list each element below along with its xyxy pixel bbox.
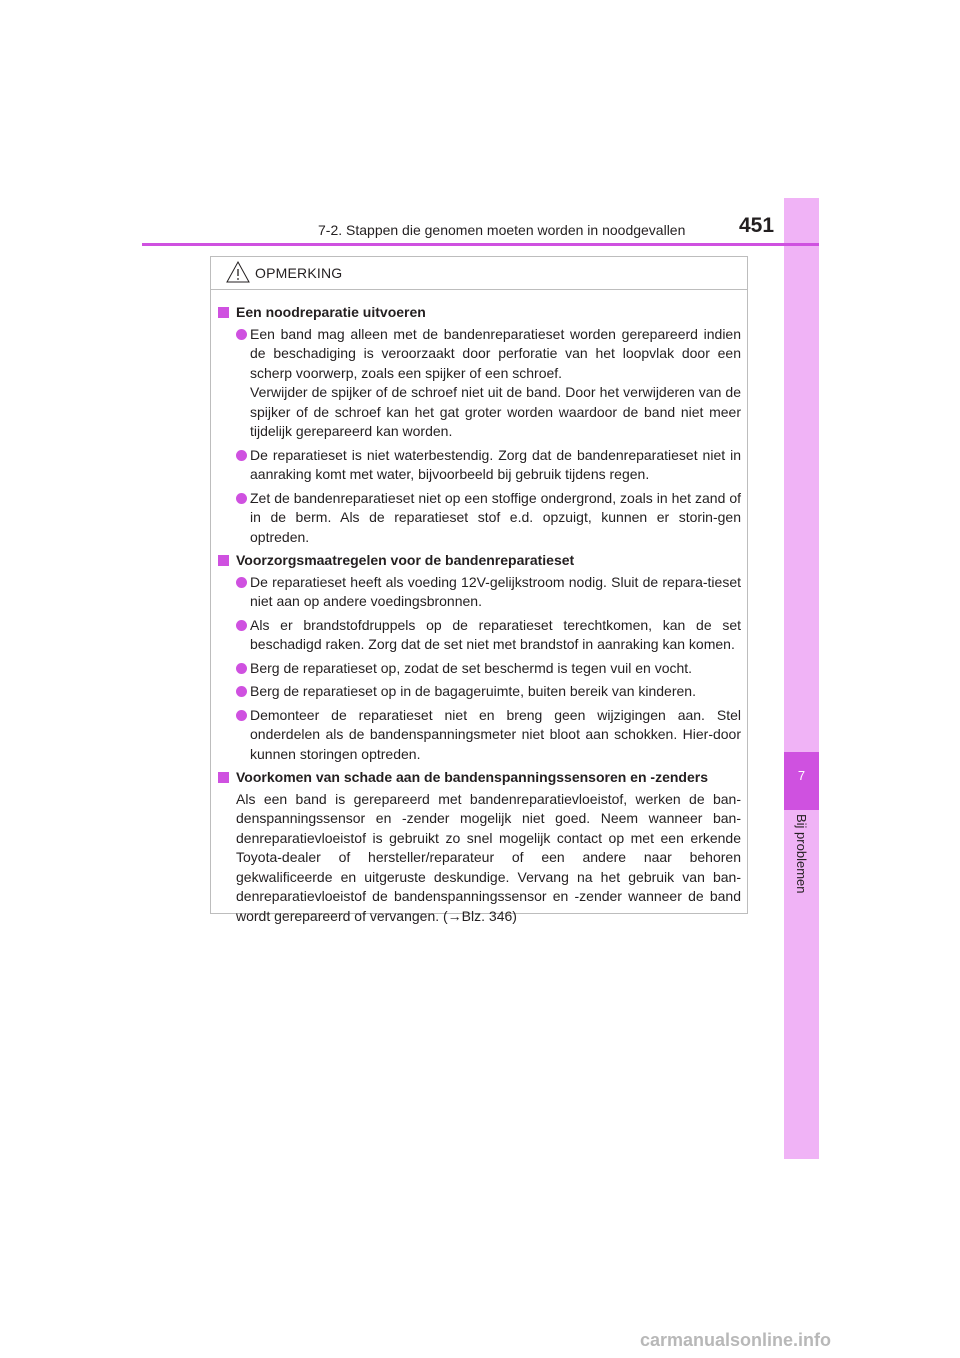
bullet-icon	[236, 450, 247, 461]
chapter-label: Bij problemen	[794, 814, 809, 894]
paragraph: Als er brandstofdruppels op de reparatieset terechtkomen, kan de set beschadigd raken. Zorg dat de set niet met brandstof in aanraking kan komen.	[250, 616, 741, 652]
section-title: Voorzorgsmaatregelen voor de bandenreparatieset	[236, 552, 575, 568]
list-item	[236, 573, 741, 612]
chapter-number: 7	[797, 768, 806, 783]
bullet-icon	[236, 493, 247, 504]
bullet-icon	[236, 329, 247, 340]
chapter-side-tab	[784, 198, 819, 1159]
notice-box	[210, 256, 748, 924]
page-number: 451	[739, 214, 775, 237]
section-title: Voorkomen van schade aan de bandenspanningssensoren en -zenders	[236, 769, 708, 785]
paragraph: Zet de bandenreparatieset niet op een stoffige ondergrond, zoals in het zand of in de berm. Als de reparatieset stof e.d. opzuigt, kunnen er storin-gen optreden.	[250, 489, 741, 545]
list-item	[236, 446, 741, 485]
paragraph: Berg de reparatieset op, zodat de set beschermd is tegen vuil en vocht.	[250, 659, 693, 676]
notice-body	[211, 290, 747, 926]
warning-icon	[225, 260, 251, 284]
list-item	[236, 682, 741, 702]
section-marker-icon	[218, 555, 229, 566]
section-marker-icon	[218, 307, 229, 318]
section-title: Een noodreparatie uitvoeren	[236, 304, 426, 320]
list-item	[236, 706, 741, 765]
paragraph: Berg de reparatieset op in de bagageruimte, buiten bereik van kinderen.	[250, 683, 696, 699]
section-sensor-damage	[218, 768, 741, 926]
list-item	[236, 489, 741, 548]
bullet-icon	[236, 663, 247, 674]
list-item	[236, 659, 741, 679]
bullet-icon	[236, 686, 247, 697]
list-item	[236, 616, 741, 655]
watermark: carmanualsonline.info	[640, 1330, 832, 1350]
bullet-icon	[236, 710, 247, 721]
paragraph: Als een band is gerepareerd met bandenreparatievloeistof, werken de ban-denspanningssensor en -zender mogelijk niet goed. Neem wanneer ban-denreparatievloeistof is gebruikt zo snel mogelijk contact op met een erkende Toyota-dealer of hersteller/reparateur of een andere naar behoren gekwalificeerde en uitgeruste deskundige. Vervang na het gebruik van ban-denreparatievloeistof de bandenspanningssensor en -zender wanneer de band wordt gerepareerd of vervangen. (→Blz. 346)	[236, 790, 741, 924]
notice-header	[211, 257, 747, 290]
section-precautions	[218, 551, 741, 764]
paragraph: Demonteer de reparatieset niet en breng geen wijzigingen aan. Stel onderdelen als de bandenspanningsmeter niet bloot aan schokken. Hier-door kunnen storingen optreden.	[250, 706, 741, 762]
paragraph: Verwijder de spijker of de schroef niet uit de band. Door het verwijderen van de spijker of de schroef kan het gat groter worden waardoor de band niet meer tijdelijk gerepareerd kan worden.	[250, 384, 741, 439]
list-item	[236, 325, 741, 442]
section-emergency-repair	[218, 303, 741, 547]
notice-title: OPMERKING	[255, 265, 343, 281]
paragraph: De reparatieset is niet waterbestendig. Zorg dat de bandenreparatieset niet in aanraking komt met water, bijvoorbeeld bij gebruik tijdens regen.	[250, 446, 741, 482]
paragraph: Een band mag alleen met de bandenreparatieset worden gerepareerd indien de beschadiging is veroorzaakt door perforatie van het loopvlak door een scherp voorwerp, zoals een spijker of een schroef.	[250, 325, 741, 381]
header-rule	[142, 243, 819, 246]
paragraph: De reparatieset heeft als voeding 12V-gelijkstroom nodig. Sluit de repara-tieset niet aan op andere voedingsbronnen.	[250, 573, 741, 609]
bullet-icon	[236, 620, 247, 631]
section-header: 7-2. Stappen die genomen moeten worden in noodgevallen	[318, 222, 686, 238]
bullet-icon	[236, 577, 247, 588]
section-marker-icon	[218, 772, 229, 783]
